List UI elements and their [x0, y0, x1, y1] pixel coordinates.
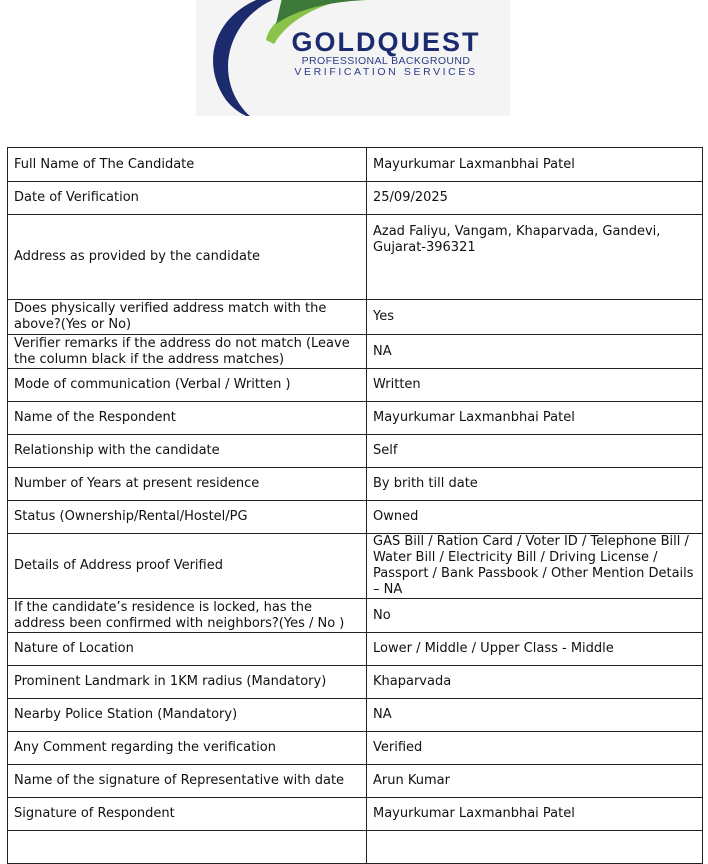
row-label: If the candidate’s residence is locked, has the address been confirmed with neighbors?(Yes / No ) [8, 599, 367, 633]
row-value: 25/09/2025 [367, 182, 703, 215]
row-value: Arun Kumar [367, 765, 703, 798]
row-value [367, 831, 703, 864]
table-row [8, 599, 703, 633]
logo-tagline-2: VERIFICATION SERVICES [294, 66, 478, 78]
row-label: Verifier remarks if the address do not match (Leave the column black if the address matches) [8, 335, 367, 369]
company-logo [196, 0, 510, 116]
row-label: Any Comment regarding the verification [8, 732, 367, 765]
row-label: Mode of communication (Verbal / Written ) [8, 369, 367, 402]
row-label: Relationship with the candidate [8, 435, 367, 468]
row-value: Yes [367, 300, 703, 335]
row-value: Mayurkumar Laxmanbhai Patel [367, 402, 703, 435]
row-value: Written [367, 369, 703, 402]
row-value: Khaparvada [367, 666, 703, 699]
table-row [8, 831, 703, 864]
table-row [8, 182, 703, 215]
row-value: NA [367, 699, 703, 732]
row-value: By brith till date [367, 468, 703, 501]
table-row [8, 633, 703, 666]
row-label: Status (Ownership/Rental/Hostel/PG [8, 501, 367, 534]
logo-text [266, 28, 506, 78]
table-row [8, 798, 703, 831]
row-value: Mayurkumar Laxmanbhai Patel [367, 148, 703, 182]
row-value: GAS Bill / Ration Card / Voter ID / Telephone Bill / Water Bill / Electricity Bill / Driving License / Passport / Bank Passbook / Other Mention Details – NA [367, 534, 703, 599]
row-value: Self [367, 435, 703, 468]
table-row [8, 765, 703, 798]
table-row [8, 435, 703, 468]
table-row [8, 215, 703, 300]
row-value: Verified [367, 732, 703, 765]
table-row [8, 501, 703, 534]
row-label: Full Name of The Candidate [8, 148, 367, 182]
row-label: Name of the signature of Representative with date [8, 765, 367, 798]
row-label: Signature of Respondent [8, 798, 367, 831]
row-label [8, 831, 367, 864]
table-row [8, 148, 703, 182]
table-row [8, 699, 703, 732]
table-row [8, 534, 703, 599]
table-row [8, 468, 703, 501]
logo-name: GOLDQUEST [291, 27, 481, 57]
row-value: Owned [367, 501, 703, 534]
table-row [8, 666, 703, 699]
row-value: Mayurkumar Laxmanbhai Patel [367, 798, 703, 831]
row-label: Does physically verified address match with the above?(Yes or No) [8, 300, 367, 335]
table-row [8, 369, 703, 402]
row-label: Name of the Respondent [8, 402, 367, 435]
row-label: Number of Years at present residence [8, 468, 367, 501]
table-row [8, 300, 703, 335]
table-row [8, 335, 703, 369]
row-label: Date of Verification [8, 182, 367, 215]
row-label: Prominent Landmark in 1KM radius (Mandatory) [8, 666, 367, 699]
table-row [8, 732, 703, 765]
row-value: No [367, 599, 703, 633]
row-label: Nature of Location [8, 633, 367, 666]
row-value: Azad Faliyu, Vangam, Khaparvada, Gandevi, Gujarat-396321 [367, 215, 703, 300]
table-row [8, 402, 703, 435]
row-label: Details of Address proof Verified [8, 534, 367, 599]
row-value: NA [367, 335, 703, 369]
row-label: Address as provided by the candidate [8, 215, 367, 300]
row-value: Lower / Middle / Upper Class - Middle [367, 633, 703, 666]
logo-tagline-1: PROFESSIONAL BACKGROUND [301, 55, 471, 67]
verification-details-table [7, 147, 703, 864]
row-label: Nearby Police Station (Mandatory) [8, 699, 367, 732]
